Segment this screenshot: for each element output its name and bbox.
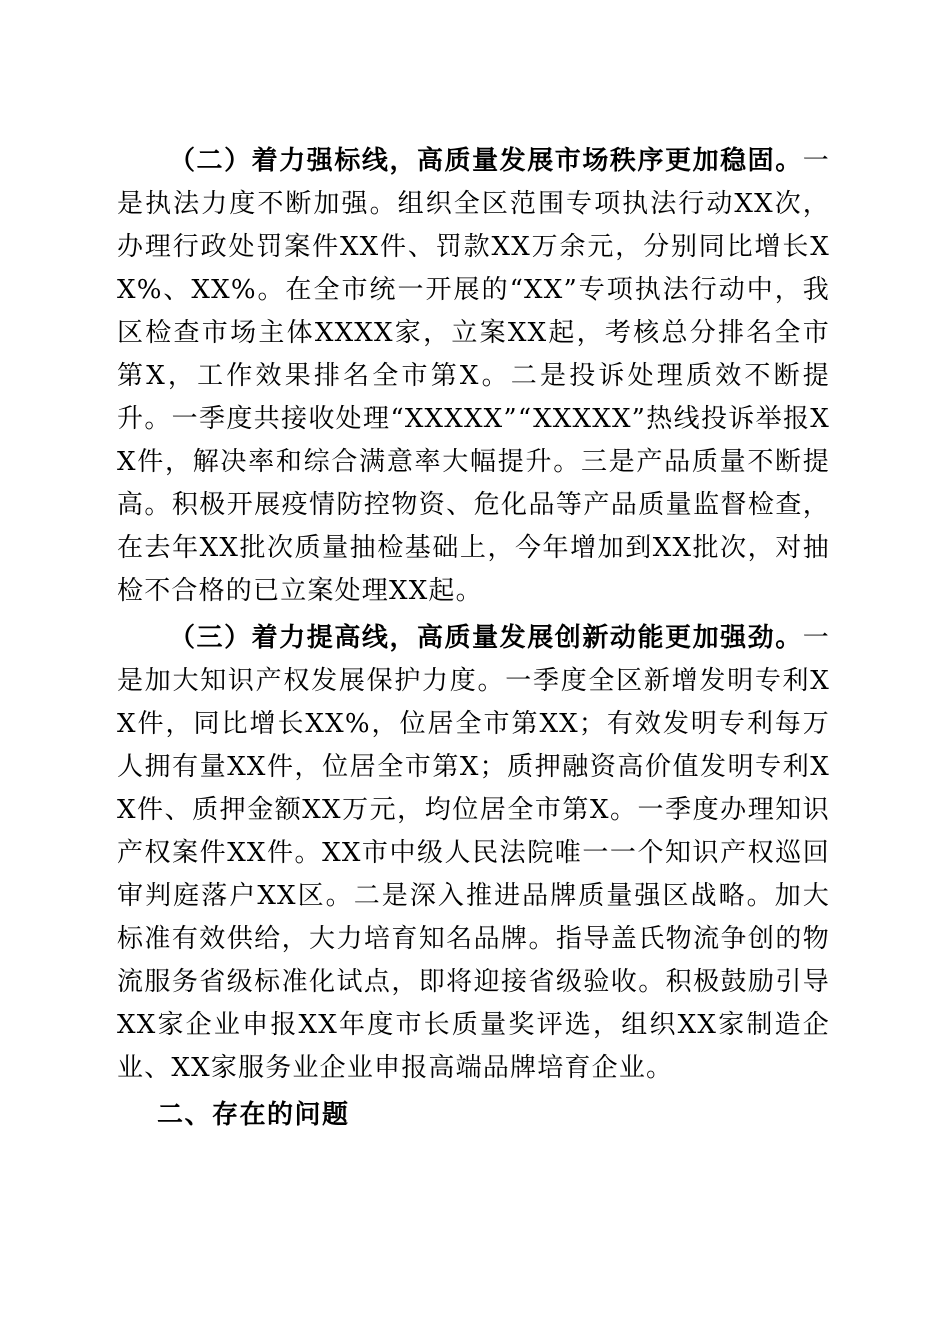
paragraph-lead: （三）着力提高线，高质量发展创新动能更加强劲。: [169, 623, 803, 653]
section-heading: 二、存在的问题: [157, 1100, 350, 1130]
paragraph-text: 一是执法力度不断加强。组织全区范围专项执法行动XX次，办理行政处罚案件XX件、罚款XX万余元，分别同比增长XX%、XX%。在全市统一开展的“XX”专项执法行动中，我区检查市场主体XXXX家，立案XX起，考核总分排名全市第X，工作效果排名全市第X。二是投诉处理质效不断提升。一季度共接收处理“XXXXX”“XXXXX”热线投诉举报XX件，解决率和综合满意率大幅提升。三是产品质量不断提高。积极开展疫情防控物资、危化品等产品质量监督检查，在去年XX批次质量抽检基础上，今年增加到XX批次，对抽检不合格的已立案处理XX起。: [117, 146, 830, 606]
paragraph-lead: （二）着力强标线，高质量发展市场秩序更加稳固。: [169, 146, 803, 176]
paragraph-text: 一是加大知识产权发展保护力度。一季度全区新增发明专利XX件，同比增长XX%，位居全市第XX；有效发明专利每万人拥有量XX件，位居全市第X；质押融资高价值发明专利XX件、质押金额XX万元，均位居全市第X。一季度办理知识产权案件XX件。XX市中级人民法院唯一一个知识产权巡回审判庭落户XX区。二是深入推进品牌质量强区战略。加大标准有效供给，大力培育知名品牌。指导盖氏物流争创的物流服务省级标准化试点，即将迎接省级验收。积极鼓励引导XX家企业申报XX年度市长质量奖评选，组织XX家制造企业、XX家服务业企业申报高端品牌培育企业。: [117, 623, 830, 1083]
paragraph-innovation: [117, 617, 830, 1090]
paragraph-market-order: [117, 140, 830, 613]
document-body: [117, 140, 830, 1137]
